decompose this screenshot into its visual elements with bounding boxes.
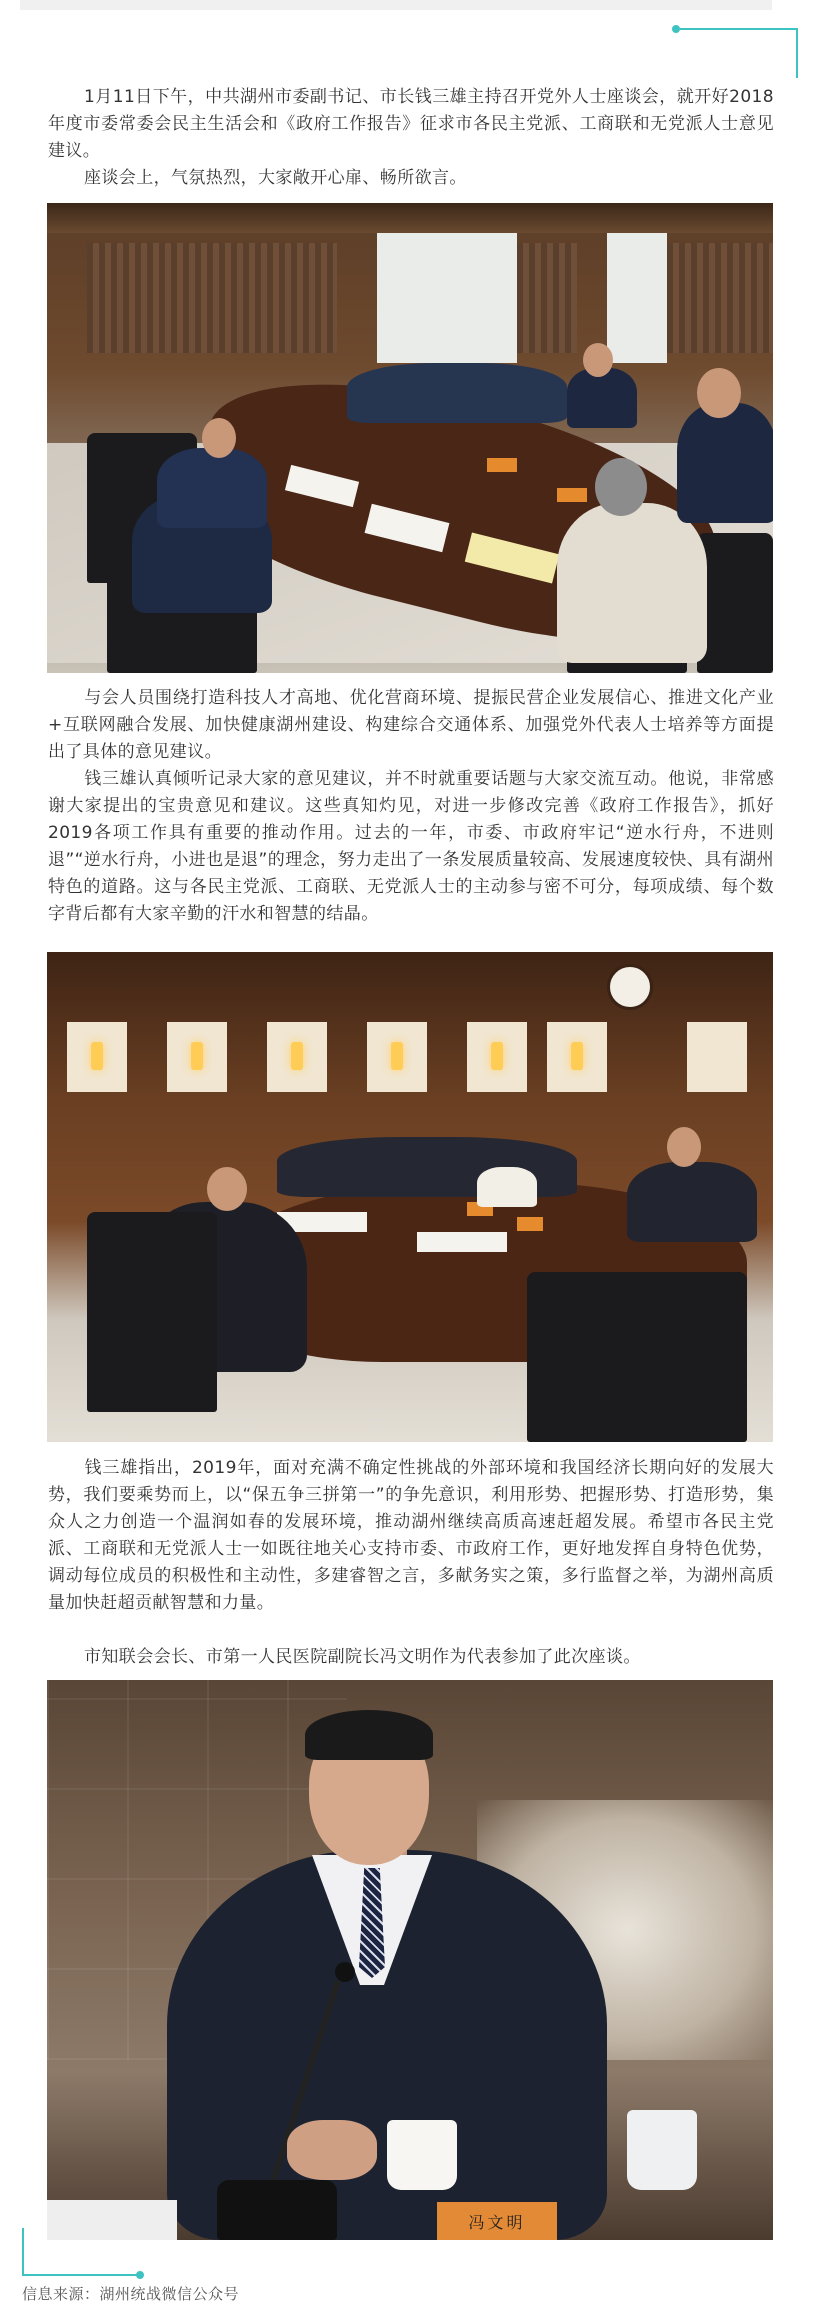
paragraph-text: 与会人员围绕打造科技人才高地、优化营商环境、提振民营企业发展信心、推进文化产业+互联网融合发展、加快健康湖州建设、构建综合交通体系、加强党外代表人士培养等方面提出了具体的意见建议。 <box>48 688 774 762</box>
photo-speaker-portrait <box>47 1680 773 2240</box>
paragraph-text: 钱三雄认真倾听记录大家的意见建议，并不时就重要话题与大家交流互动。他说，非常感谢大家提出的宝贵意见和建议。这些真知灼见，对进一步修改完善《政府工作报告》，抓好2019各项工作具有重要的推动作用。过去的一年，市委、市政府牢记“逆水行舟，不进则退”“逆水行舟，小进也是退”的理念，努力走出了一条发展质量较高、发展速度较快、具有湖州特色的道路。这与各民主党派、工商联、无党派人士的主动参与密不可分，每项成绩、每个数字背后都有大家辛勤的汗水和智慧的结晶。 <box>48 769 774 924</box>
paragraph-attendee <box>48 1644 774 1671</box>
corner-ornament-dot <box>672 25 680 33</box>
photo-meeting-wide-1 <box>47 203 773 673</box>
paragraph-suggestions <box>48 685 774 766</box>
corner-ornament-dot <box>136 2271 144 2279</box>
paragraph-instruction <box>48 1455 774 1617</box>
corner-ornament-line <box>680 28 798 30</box>
paragraph-intro <box>48 84 774 165</box>
top-strip <box>20 0 772 10</box>
corner-ornament-line <box>22 2274 138 2276</box>
paragraph-text: 钱三雄指出，2019年，面对充满不确定性挑战的外部环境和我国经济长期向好的发展大势，我们要乘势而上，以“保五争三拼第一”的争先意识，利用形势、把握形势、打造形势，集众人之力创造一个温润如春的发展环境，推动湖州继续高质高速赶超发展。希望市各民主党派、工商联和无党派人士一如既往地关心支持市委、市政府工作，更好地发挥自身特色优势，调动每位成员的积极性和主动性，多建睿智之言，多献务实之策，多行监督之举，为湖州高质量加快赶超贡献智慧和力量。 <box>48 1458 774 1613</box>
corner-ornament-line <box>22 2228 24 2276</box>
paragraph-text: 座谈会上，气氛热烈，大家敞开心扉、畅所欲言。 <box>84 168 467 188</box>
source-credit: 信息来源：湖州统战微信公众号 <box>22 2285 240 2303</box>
paragraph-text: 市知联会会长、市第一人民医院副院长冯文明作为代表参加了此次座谈。 <box>84 1647 641 1667</box>
nameplate <box>437 2202 557 2240</box>
photo-meeting-wide-2 <box>47 952 773 1442</box>
paragraph-atmosphere <box>48 165 774 192</box>
nameplate-text: 冯文明 <box>468 2212 526 2232</box>
corner-ornament-line <box>796 28 798 78</box>
paragraph-text: 1月11日下午，中共湖州市委副书记、市长钱三雄主持召开党外人士座谈会，就开好2018年度市委常委会民主生活会和《政府工作报告》征求市各民主党派、工商联和无党派人士意见建议。 <box>48 87 774 161</box>
paragraph-response <box>48 766 774 928</box>
